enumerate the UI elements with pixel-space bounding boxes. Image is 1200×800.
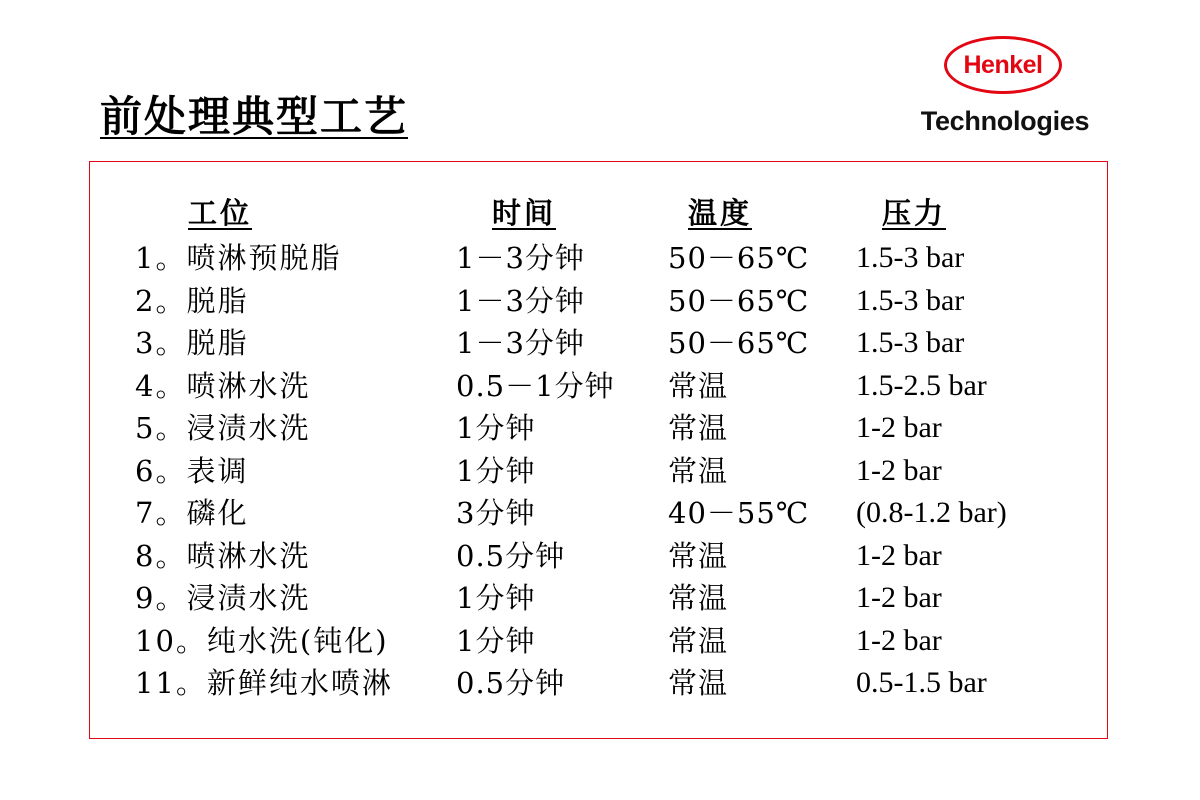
time-cell: 1－3分钟 bbox=[456, 241, 585, 275]
time-cell: 1－3分钟 bbox=[456, 284, 585, 318]
header-temperature: 温度 bbox=[688, 196, 753, 230]
time-cell: 1分钟 bbox=[456, 454, 536, 488]
pressure-cell: 1-2 bar bbox=[856, 624, 942, 657]
table-row bbox=[0, 620, 1200, 662]
temperature-cell: 常温 bbox=[668, 624, 729, 658]
pressure-cell: 0.5-1.5 bar bbox=[856, 666, 987, 699]
henkel-logo bbox=[900, 36, 1110, 146]
step-cell: 10。纯水洗(钝化) bbox=[135, 624, 389, 658]
time-cell: 1分钟 bbox=[456, 581, 536, 615]
step-cell: 11。新鲜纯水喷淋 bbox=[135, 666, 393, 700]
time-cell: 0.5－1分钟 bbox=[456, 369, 615, 403]
time-cell: 1分钟 bbox=[456, 411, 536, 445]
time-cell: 0.5分钟 bbox=[456, 539, 566, 573]
pressure-cell: 1.5-3 bar bbox=[856, 326, 965, 359]
table-row bbox=[0, 237, 1200, 279]
table-row bbox=[0, 577, 1200, 619]
time-cell: 1－3分钟 bbox=[456, 326, 585, 360]
table-row bbox=[0, 492, 1200, 534]
table-row bbox=[0, 535, 1200, 577]
logo-brand-text: Henkel bbox=[963, 51, 1043, 79]
page-title: 前处理典型工艺 bbox=[100, 92, 409, 141]
step-cell: 8。喷淋水洗 bbox=[135, 539, 311, 573]
temperature-cell: 50－65℃ bbox=[668, 284, 810, 318]
table-row bbox=[0, 365, 1200, 407]
time-cell: 3分钟 bbox=[456, 496, 536, 530]
temperature-cell: 40－55℃ bbox=[668, 496, 810, 530]
time-cell: 0.5分钟 bbox=[456, 666, 566, 700]
pressure-cell: 1.5-3 bar bbox=[856, 284, 965, 317]
logo-subtitle: Technologies bbox=[920, 106, 1090, 136]
pressure-cell: 1-2 bar bbox=[856, 539, 942, 572]
header-pressure: 压力 bbox=[882, 196, 947, 230]
step-cell: 3。脱脂 bbox=[135, 326, 249, 360]
pressure-cell: 1.5-2.5 bar bbox=[856, 369, 987, 402]
pressure-cell: 1.5-3 bar bbox=[856, 241, 965, 274]
temperature-cell: 50－65℃ bbox=[668, 326, 810, 360]
header-time: 时间 bbox=[492, 196, 557, 230]
header-step: 工位 bbox=[188, 196, 253, 230]
pressure-cell: 1-2 bar bbox=[856, 581, 942, 614]
step-cell: 6。表调 bbox=[135, 454, 249, 488]
step-cell: 1。喷淋预脱脂 bbox=[135, 241, 342, 275]
temperature-cell: 常温 bbox=[668, 539, 729, 573]
temperature-cell: 常温 bbox=[668, 581, 729, 615]
temperature-cell: 常温 bbox=[668, 666, 729, 700]
step-cell: 5。浸渍水洗 bbox=[135, 411, 311, 445]
temperature-cell: 50－65℃ bbox=[668, 241, 810, 275]
temperature-cell: 常温 bbox=[668, 369, 729, 403]
pressure-cell: (0.8-1.2 bar) bbox=[856, 496, 1007, 529]
step-cell: 7。磷化 bbox=[135, 496, 249, 530]
step-cell: 2。脱脂 bbox=[135, 284, 249, 318]
step-cell: 9。浸渍水洗 bbox=[135, 581, 311, 615]
table-row bbox=[0, 662, 1200, 704]
temperature-cell: 常温 bbox=[668, 411, 729, 445]
table-row bbox=[0, 407, 1200, 449]
time-cell: 1分钟 bbox=[456, 624, 536, 658]
temperature-cell: 常温 bbox=[668, 454, 729, 488]
table-row bbox=[0, 322, 1200, 364]
pressure-cell: 1-2 bar bbox=[856, 454, 942, 487]
table-row bbox=[0, 280, 1200, 322]
pressure-cell: 1-2 bar bbox=[856, 411, 942, 444]
step-cell: 4。喷淋水洗 bbox=[135, 369, 311, 403]
table-row bbox=[0, 450, 1200, 492]
